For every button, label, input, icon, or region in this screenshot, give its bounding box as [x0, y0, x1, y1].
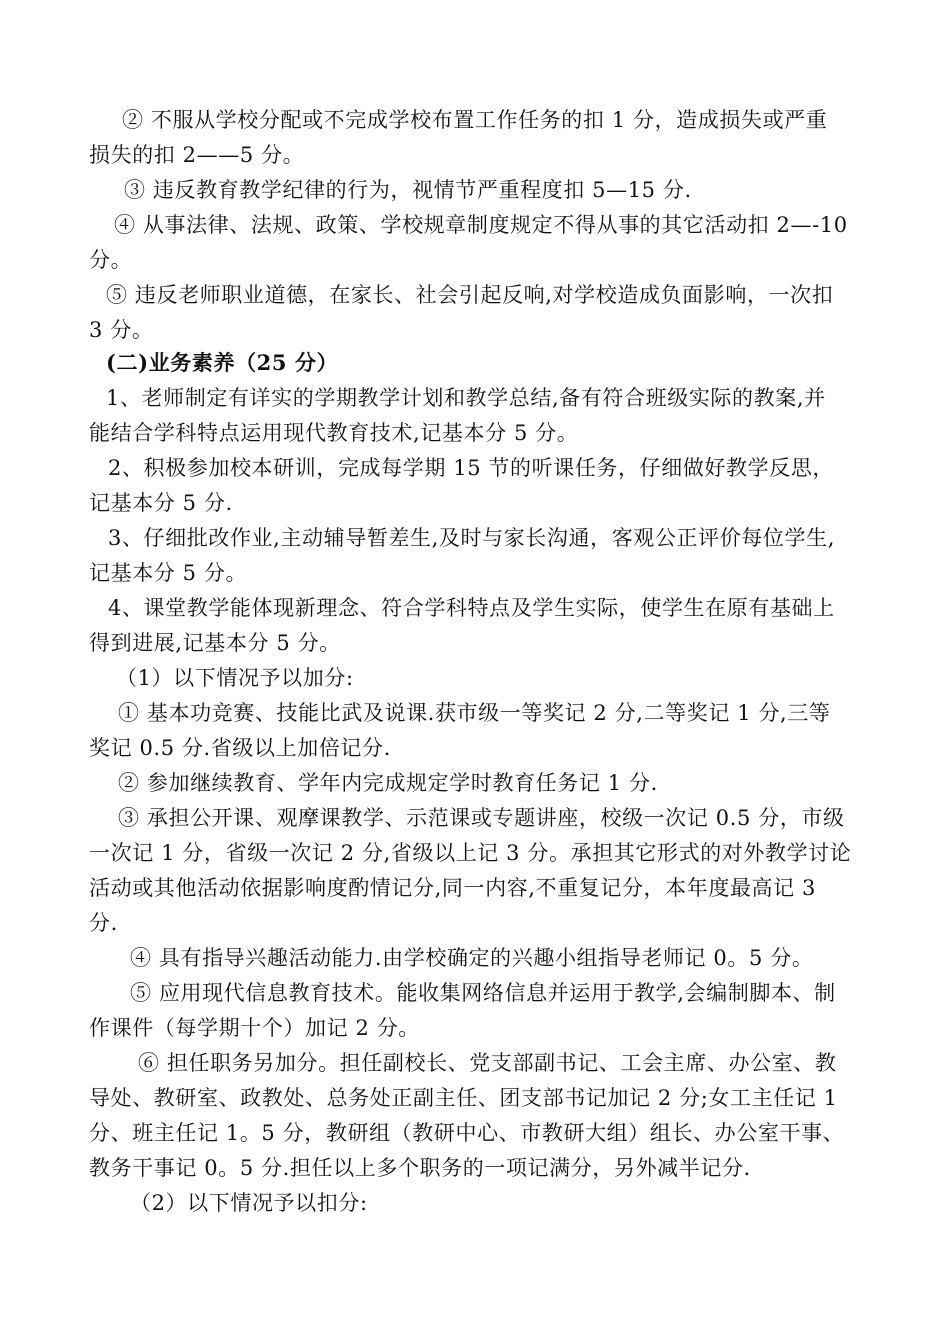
text-line-1: ② 不服从学校分配或不完成学校布置工作任务的扣 1 分，造成损失或严重	[122, 108, 828, 132]
text-line-31: 教务干事记 0。5 分.担任以上多个职务的一项记满分，另外减半记分.	[89, 1156, 751, 1180]
text-line-22: 一次记 1 分，省级一次记 2 分,省级以上记 3 分。承担其它形式的对外教学讨论	[89, 841, 852, 865]
text-line-19: 奖记 0.5 分.省级以上加倍记分.	[89, 736, 391, 760]
text-line-21: ③ 承担公开课、观摩课教学、示范课或专题讲座，校级一次记 0.5 分，市级	[118, 806, 845, 830]
text-line-14: 记基本分 5 分。	[89, 561, 248, 585]
text-line-7: 3 分。	[89, 318, 154, 342]
text-line-23: 活动或其他活动依据影响度酌情记分,同一内容,不重复记分，本年度最高记 3	[89, 876, 816, 900]
text-line-5: 分。	[89, 248, 133, 272]
text-line-2: 损失的扣 2——5 分。	[89, 143, 305, 167]
text-line-4: ④ 从事法律、法规、政策、学校规章制度规定不得从事的其它活动扣 2—-10	[114, 213, 848, 237]
text-line-28: ⑥ 担任职务另加分。担任副校长、党支部副书记、工会主席、办公室、教	[138, 1051, 837, 1075]
text-line-25: ④ 具有指导兴趣活动能力.由学校确定的兴趣小组指导老师记 0。5 分。	[130, 946, 814, 970]
text-line-17: （1）以下情况予以加分:	[116, 666, 354, 690]
text-line-27: 作课件（每学期十个）加记 2 分。	[89, 1016, 420, 1040]
text-line-30: 分、班主任记 1。5 分，教研组（教研中心、市教研大组）组长、办公室干事、	[89, 1121, 845, 1145]
section-heading: (二)业务素养（25 分）	[106, 350, 339, 375]
text-line-13: 3、仔细批改作业,主动辅导暂差生,及时与家长沟通，客观公正评价每位学生,	[108, 526, 835, 550]
text-line-3: ③ 违反教育教学纪律的行为，视情节严重程度扣 5—15 分.	[124, 178, 692, 202]
text-line-9: 1、老师制定有详实的学期教学计划和教学总结,备有符合班级实际的教案,并	[106, 386, 826, 410]
text-line-29: 导处、教研室、政教处、总务处正副主任、团支部书记加记 2 分;女工主任记 1	[89, 1086, 838, 1110]
text-line-15: 4、课堂教学能体现新理念、符合学科特点及学生实际，使学生在原有基础上	[108, 596, 835, 620]
text-line-24: 分.	[89, 911, 118, 935]
text-line-26: ⑤ 应用现代信息教育技术。能收集网络信息并运用于教学,会编制脚本、制	[130, 981, 836, 1005]
text-line-10: 能结合学科特点运用现代教育技术,记基本分 5 分。	[89, 421, 579, 445]
text-line-6: ⑤ 违反老师职业道德，在家长、社会引起反响,对学校造成负面影响，一次扣	[106, 283, 834, 307]
text-line-32: （2）以下情况予以扣分:	[130, 1191, 368, 1215]
text-line-12: 记基本分 5 分.	[89, 491, 233, 515]
text-line-18: ① 基本功竞赛、技能比武及说课.获市级一等奖记 2 分,二等奖记 1 分,三等	[118, 701, 831, 725]
text-line-20: ② 参加继续教育、学年内完成规定学时教育任务记 1 分.	[118, 771, 658, 795]
text-line-11: 2、积极参加校本研训，完成每学期 15 节的听课任务，仔细做好教学反思，	[108, 456, 835, 480]
text-line-16: 得到进展,记基本分 5 分。	[89, 631, 341, 655]
